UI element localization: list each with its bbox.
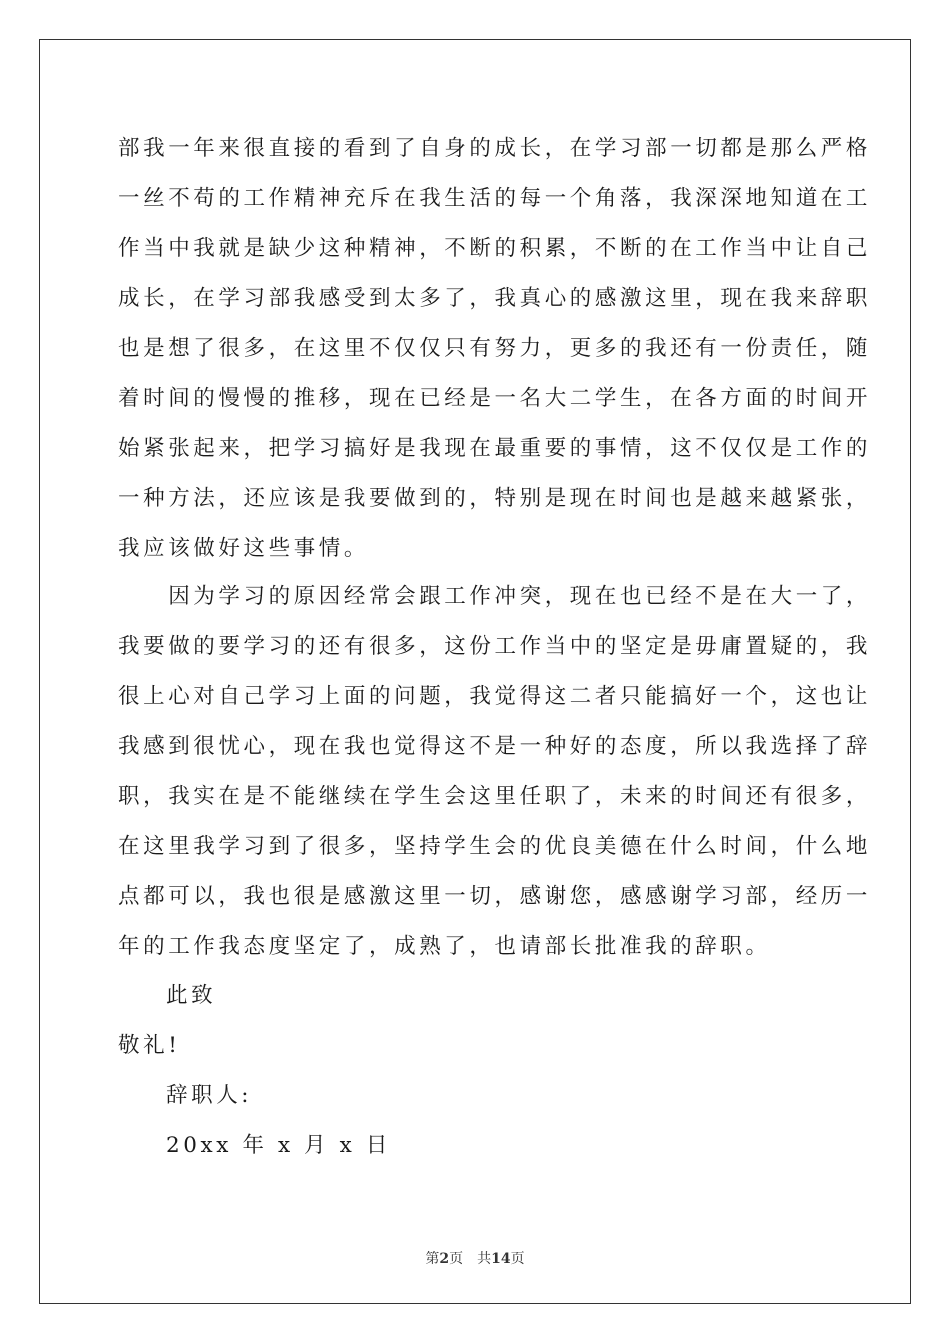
paragraph-line: 我应该做好这些事情。 — [118, 536, 370, 561]
resigner-label: 辞职人: — [166, 1083, 253, 1108]
paragraph-line: 成长，在学习部我感受到太多了，我真心的感激这里，现在我来辞职 — [118, 286, 872, 311]
paragraph-line: 作当中我就是缺少这种精神，不断的积累，不断的在工作当中让自己 — [118, 236, 872, 261]
paragraph-line: 因为学习的原因经常会跟工作冲突，现在也已经不是在大一了， — [118, 584, 872, 609]
paragraph-line: 年的工作我态度坚定了，成熟了，也请部长批准我的辞职。 — [118, 934, 771, 959]
total-prefix: 共 — [477, 1251, 492, 1267]
paragraph-line: 始紧张起来，把学习搞好是我现在最重要的事情，这不仅仅是工作的 — [118, 436, 872, 461]
page-number: 2 — [439, 1251, 450, 1267]
paragraph-2 — [118, 572, 872, 972]
paragraph-line: 在这里我学习到了很多，坚持学生会的优良美德在什么时间，什么地 — [118, 834, 872, 859]
paragraph-line: 我要做的要学习的还有很多，这份工作当中的坚定是毋庸置疑的，我 — [118, 634, 872, 659]
paragraph-line: 着时间的慢慢的推移，现在已经是一名大二学生，在各方面的时间开 — [118, 386, 872, 411]
total-suffix: 页 — [510, 1251, 525, 1267]
closing-respect: 敬礼! — [118, 1033, 181, 1058]
closing-salutation: 此致 — [166, 983, 217, 1008]
paragraph-line: 部我一年来很直接的看到了自身的成长，在学习部一切都是那么严格 — [118, 136, 872, 161]
paragraph-line: 职，我实在是不能继续在学生会这里任职了，未来的时间还有很多， — [118, 784, 872, 809]
paragraph-line: 一种方法，还应该是我要做到的，特别是现在时间也是越来越紧张， — [118, 486, 872, 511]
total-pages: 14 — [491, 1251, 511, 1267]
paragraph-line: 我感到很忧心，现在我也觉得这不是一种好的态度，所以我选择了辞 — [118, 734, 872, 759]
page-prefix: 第 — [425, 1251, 440, 1267]
paragraph-line: 一丝不苟的工作精神充斥在我生活的每一个角落，我深深地知道在工 — [118, 186, 872, 211]
paragraph-line: 点都可以，我也很是感激这里一切，感谢您，感感谢学习部，经历一 — [118, 884, 872, 909]
letter-date: 20xx 年 x 月 x 日 — [166, 1133, 391, 1158]
page-suffix: 页 — [449, 1251, 464, 1267]
page-footer — [0, 1248, 950, 1268]
paragraph-1 — [118, 124, 872, 574]
paragraph-line: 很上心对自己学习上面的问题，我觉得这二者只能搞好一个，这也让 — [118, 684, 872, 709]
paragraph-line: 也是想了很多，在这里不仅仅只有努力，更多的我还有一份责任，随 — [118, 336, 872, 361]
